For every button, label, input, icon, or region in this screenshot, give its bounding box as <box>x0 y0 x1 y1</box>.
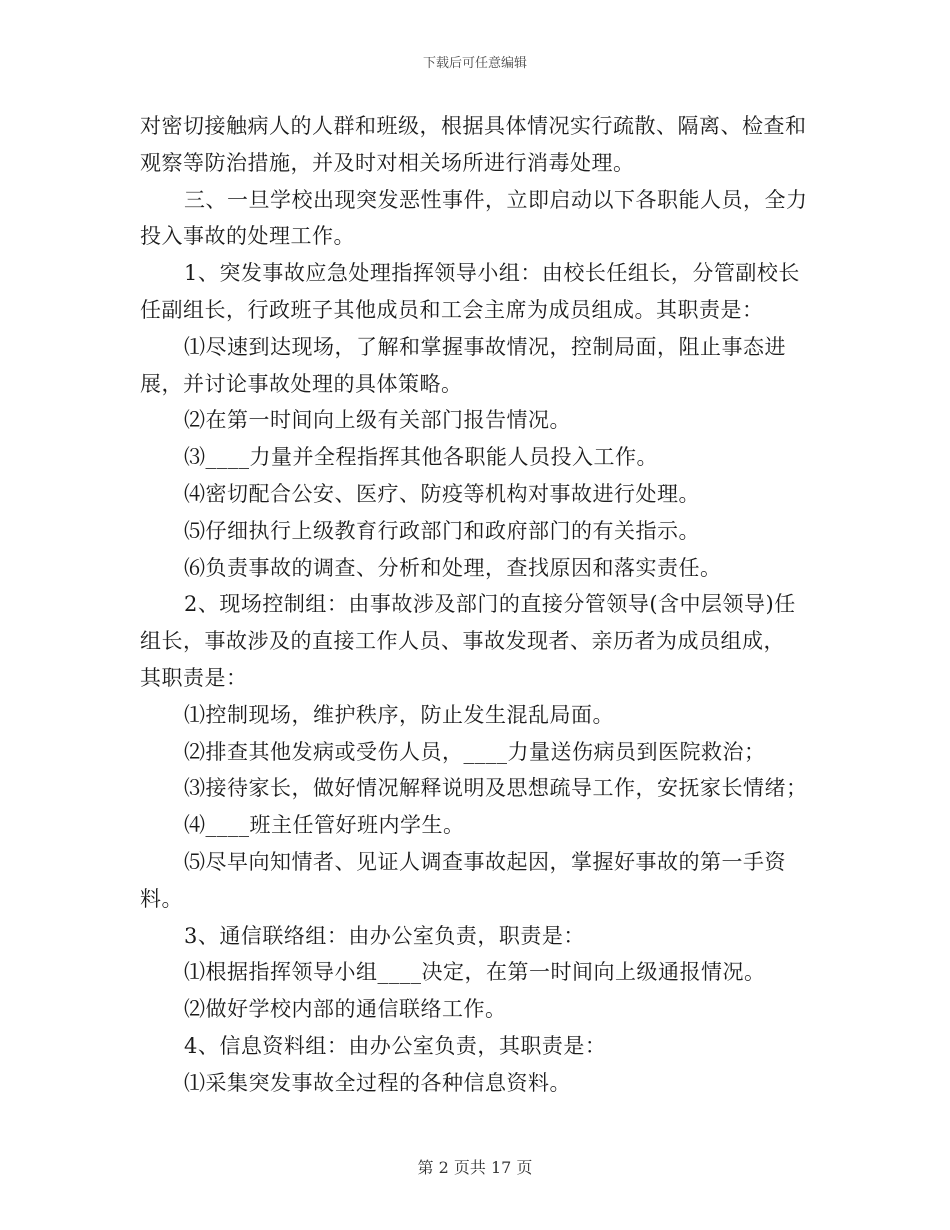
paragraph: 其职责是： <box>140 665 248 690</box>
list-item: ⑴采集突发事故全过程的各种信息资料。 <box>184 1070 571 1095</box>
page-footer: 第 2 页共 17 页 <box>417 1158 533 1177</box>
paragraph: 1、突发事故应急处理指挥领导小组：由校长任组长，分管副校长任副组长，行政班子其他成员和工会主席为成员组成。其职责是： <box>140 261 800 322</box>
list-item: ⑴根据指挥领导小组____决定，在第一时间向上级通报情况。 <box>184 960 766 985</box>
page-header: 下载后可任意编辑 <box>422 56 527 71</box>
list-item: ⑵排查其他发病或受伤人员，____力量送伤病员到医院救治； <box>184 739 766 764</box>
list-item: ⑶接待家长，做好情况解释说明及思想疏导工作，安抚家长情绪； <box>184 776 808 801</box>
list-item: ⑷密切配合公安、医疗、防疫等机构对事故进行处理。 <box>184 481 700 506</box>
list-item: ⑵做好学校内部的通信联络工作。 <box>184 997 507 1022</box>
list-item: ⑸尽早向知情者、见证人调查事故起因，掌握好事故的第一手资料。 <box>140 849 786 911</box>
paragraph: 4、信息资料组：由办公室负责，其职责是： <box>184 1033 607 1058</box>
list-item: ⑸仔细执行上级教育行政部门和政府部门的有关指示。 <box>184 518 700 543</box>
list-item: ⑴控制现场，维护秩序，防止发生混乱局面。 <box>184 702 614 727</box>
paragraph: 三、一旦学校出现突发恶性事件，立即启动以下各职能人员，全力投入事故的处理工作。 <box>140 187 808 249</box>
paragraph: 2、现场控制组：由事故涉及部门的直接分管领导(含中层领导)任组长，事故涉及的直接工作人员、事故发现者、亲历者为成员组成， <box>140 592 796 654</box>
list-item: ⑷____班主任管好班内学生。 <box>184 813 465 838</box>
document-body <box>140 108 815 1102</box>
list-item: ⑵在第一时间向上级有关部门报告情况。 <box>184 408 571 433</box>
paragraph: 对密切接触病人的人群和班级，根据具体情况实行疏散、隔离、检查和观察等防治措施，并及时对相关场所进行消毒处理。 <box>140 114 807 175</box>
list-item: ⑴尽速到达现场，了解和掌握事故情况，控制局面，阻止事态进展，并讨论事故处理的具体策略。 <box>140 334 786 396</box>
list-item: ⑶____力量并全程指挥其他各职能人员投入工作。 <box>184 445 658 470</box>
list-item: ⑹负责事故的调查、分析和处理，查找原因和落实责任。 <box>184 555 722 580</box>
paragraph: 3、通信联络组：由办公室负责，职责是： <box>184 923 585 948</box>
